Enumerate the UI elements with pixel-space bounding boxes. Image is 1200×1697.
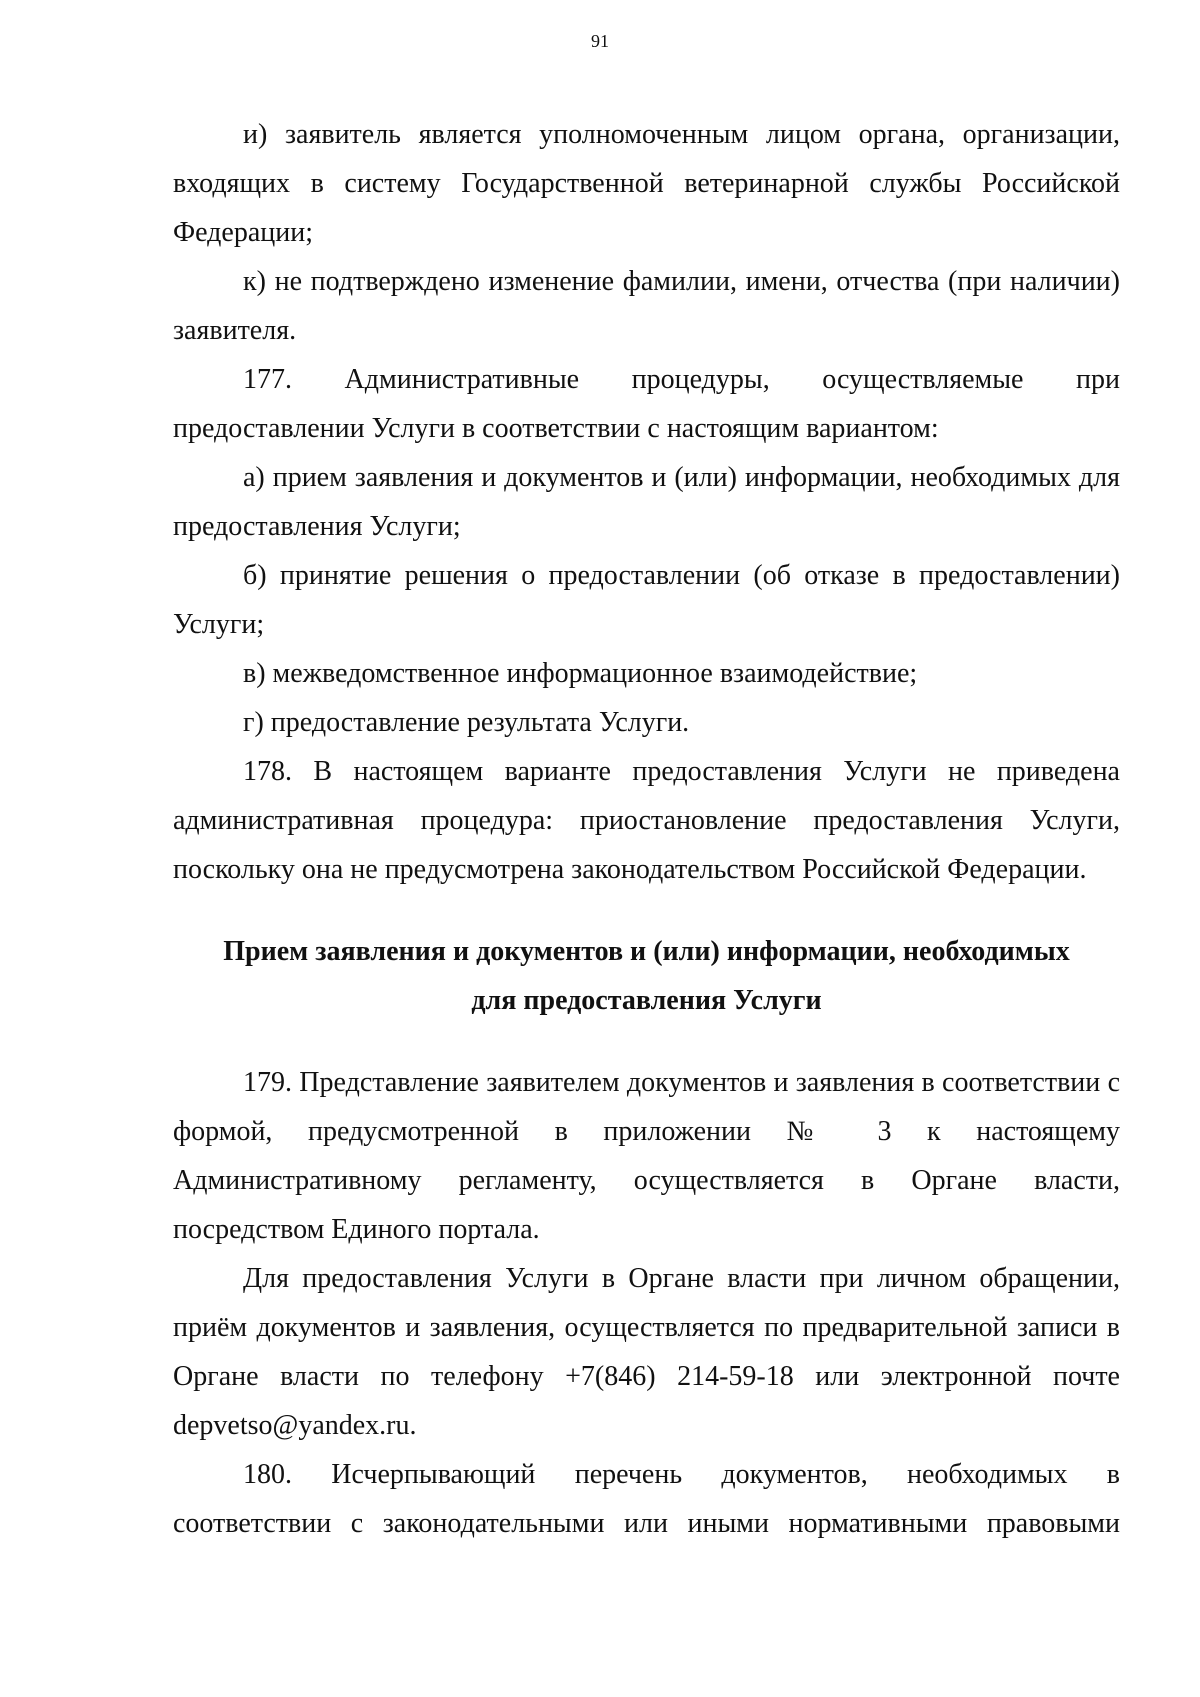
document-body [173, 110, 1120, 1548]
paragraph-item-a: а) прием заявления и документов и (или) информации, необходимых для предоставления Услуги; [173, 462, 1120, 542]
paragraph-178: 178. В настоящем варианте предоставления Услуги не приведена административная процедура: приостановление предоставления Услуги, поскольку она не предусмотрена законодательством Российской Федерации. [173, 756, 1120, 885]
paragraph-180: 180. Исчерпывающий перечень документов, необходимых в соответствии с законодательными или иными нормативными правовыми [173, 1459, 1120, 1539]
section-heading [173, 927, 1120, 1025]
paragraph-179: 179. Представление заявителем документов и заявления в соответствии с формой, предусмотренной в приложении № 3 к настоящему Административному регламенту, осуществляется в Органе власти, посредством Единого портала. [173, 1067, 1120, 1245]
paragraph-item-i: и) заявитель является уполномоченным лицом органа, организации, входящих в систему Государственной ветеринарной службы Российской Федерации; [173, 119, 1120, 248]
paragraph-item-k: к) не подтверждено изменение фамилии, имени, отчества (при наличии) заявителя. [173, 266, 1120, 346]
section-heading-line-1: Прием заявления и документов и (или) информации, необходимых [223, 936, 1070, 967]
paragraph-item-v: в) межведомственное информационное взаимодействие; [243, 658, 918, 689]
page-number: 91 [591, 31, 609, 51]
paragraph-177: 177. Административные процедуры, осуществляемые при предоставлении Услуги в соответствии с настоящим вариантом: [173, 364, 1120, 444]
spacer [173, 1025, 1120, 1058]
spacer [173, 894, 1120, 927]
paragraph-appointment: Для предоставления Услуги в Органе власти при личном обращении, приём документов и заявления, осуществляется по предварительной записи в Органе власти по телефону +7(846) 214-59-18 или электронной почте depvetso@yandex.ru. [173, 1263, 1120, 1441]
paragraph-item-g: г) предоставление результата Услуги. [243, 707, 690, 738]
paragraph-item-b: б) принятие решения о предоставлении (об отказе в предоставлении) Услуги; [173, 560, 1120, 640]
section-heading-line-2: для предоставления Услуги [471, 985, 822, 1016]
